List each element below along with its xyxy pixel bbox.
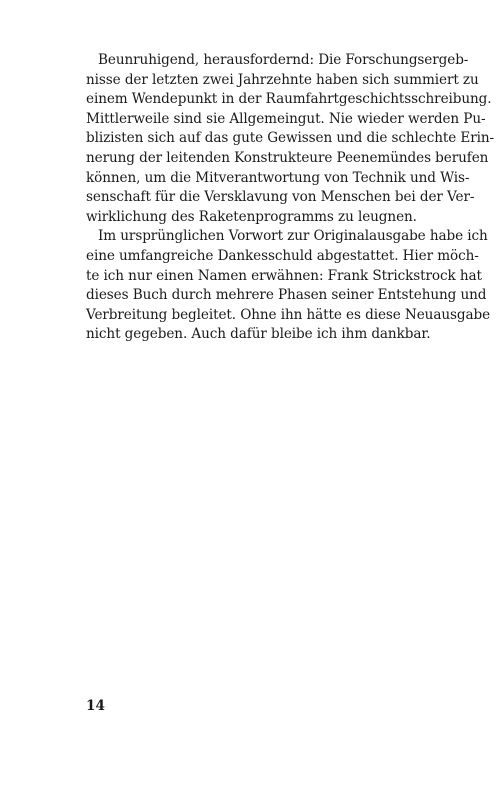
page-number: 14 — [86, 698, 105, 714]
text-line: nisse der letzten zwei Jahrzehnte haben sich summiert zu — [86, 71, 479, 88]
text-line: nicht gegeben. Auch dafür bleibe ich ihm dankbar. — [86, 326, 431, 343]
text-line: Mittlerweile sind sie Allgemeingut. Nie wieder werden Pu- — [86, 110, 486, 127]
body-text — [86, 51, 495, 345]
text-line: eine umfangreiche Dankesschuld abgestattet. Hier möch- — [86, 247, 479, 264]
text-line: nerung der leitenden Konstrukteure Peenemündes berufen — [86, 149, 489, 166]
text-line: blizisten sich auf das gute Gewissen und die schlechte Erin- — [86, 130, 495, 147]
text-line: Im ursprünglichen Vorwort zur Originalausgabe habe ich — [98, 228, 488, 245]
text-line: te ich nur einen Namen erwähnen: Frank Strickstrock hat — [86, 267, 482, 284]
text-line: wirklichung des Raketenprogramms zu leugnen. — [86, 208, 417, 225]
text-line: Beunruhigend, herausfordernd: Die Forschungsergeb- — [98, 52, 469, 68]
text-line: einem Wendepunkt in der Raumfahrtgeschichtsschreibung. — [86, 91, 492, 108]
text-line: dieses Buch durch mehrere Phasen seiner Entstehung und — [86, 287, 487, 304]
paragraph-2 — [86, 227, 491, 345]
text-line: senschaft für die Versklavung von Menschen bei der Ver- — [86, 189, 475, 206]
text-line: Verbreitung begleitet. Ohne ihn hätte es diese Neuausgabe — [86, 306, 491, 323]
paragraph-1 — [86, 51, 495, 227]
text-line: können, um die Mitverantwortung von Technik und Wis- — [86, 169, 470, 186]
